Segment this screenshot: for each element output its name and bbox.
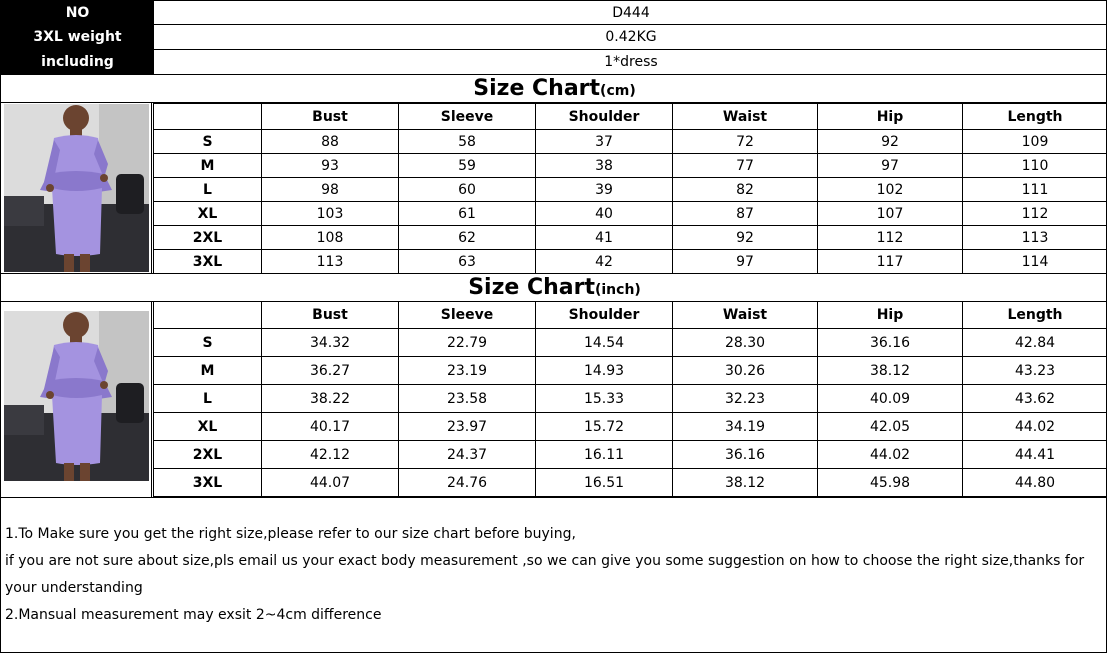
measurement-cell: 36.27 <box>262 357 399 385</box>
measurement-cell: 14.54 <box>536 329 673 357</box>
note-line: your understanding <box>5 580 143 596</box>
measurement-cell: 44.41 <box>963 441 1107 469</box>
measurement-cell: 24.37 <box>399 441 536 469</box>
measurement-cell: 110 <box>963 154 1107 178</box>
header-cell-waist: Waist <box>673 104 818 130</box>
size-table-cm <box>153 103 1107 274</box>
measurement-cell: 42.84 <box>963 329 1107 357</box>
measurement-cell: 43.62 <box>963 385 1107 413</box>
measurement-cell: 112 <box>818 226 963 250</box>
measurement-cell: 44.80 <box>963 469 1107 497</box>
measurement-cell: 44.02 <box>818 441 963 469</box>
measurement-cell: 16.51 <box>536 469 673 497</box>
measurement-cell: 82 <box>673 178 818 202</box>
inch-title-text: Size Chart <box>468 275 595 300</box>
size-label-cell: XL <box>154 202 262 226</box>
size-label-cell: 3XL <box>154 250 262 274</box>
measurement-cell: 111 <box>963 178 1107 202</box>
size-notes <box>5 521 1105 629</box>
measurement-cell: 59 <box>399 154 536 178</box>
measurement-cell: 62 <box>399 226 536 250</box>
measurement-cell: 34.32 <box>262 329 399 357</box>
measurement-cell: 109 <box>963 130 1107 154</box>
measurement-cell: 93 <box>262 154 399 178</box>
header-cell-shoulder: Shoulder <box>536 104 673 130</box>
table-row <box>154 357 1107 385</box>
measurement-cell: 103 <box>262 202 399 226</box>
measurement-cell: 38.22 <box>262 385 399 413</box>
measurement-cell: 108 <box>262 226 399 250</box>
measurement-cell: 24.76 <box>399 469 536 497</box>
measurement-cell: 97 <box>673 250 818 274</box>
measurement-cell: 63 <box>399 250 536 274</box>
note-line: 1.To Make sure you get the right size,please refer to our size chart before buying, <box>5 526 576 542</box>
size-label-cell: L <box>154 385 262 413</box>
measurement-cell: 28.30 <box>673 329 818 357</box>
measurement-cell: 113 <box>262 250 399 274</box>
measurement-cell: 23.58 <box>399 385 536 413</box>
header-cell-length: Length <box>963 302 1107 329</box>
table-header-row <box>154 302 1107 329</box>
product-info-header <box>1 1 1107 74</box>
measurement-cell: 45.98 <box>818 469 963 497</box>
measurement-cell: 58 <box>399 130 536 154</box>
label-including: including <box>41 54 114 70</box>
measurement-cell: 88 <box>262 130 399 154</box>
measurement-cell: 36.16 <box>673 441 818 469</box>
product-photo-cm <box>4 104 149 272</box>
measurement-cell: 23.19 <box>399 357 536 385</box>
measurement-cell: 97 <box>818 154 963 178</box>
table-row <box>154 250 1107 274</box>
inch-chart-title <box>1 274 1107 301</box>
header-cell-size <box>154 302 262 329</box>
measurement-cell: 30.26 <box>673 357 818 385</box>
measurement-cell: 42.05 <box>818 413 963 441</box>
divider <box>151 102 152 274</box>
divider <box>151 301 152 497</box>
inch-title-unit: (inch) <box>594 282 641 298</box>
measurement-cell: 22.79 <box>399 329 536 357</box>
measurement-cell: 32.23 <box>673 385 818 413</box>
measurement-cell: 42 <box>536 250 673 274</box>
table-row <box>154 469 1107 497</box>
table-row <box>154 226 1107 250</box>
size-label-cell: M <box>154 154 262 178</box>
cm-title-unit: (cm) <box>600 83 636 99</box>
header-cell-bust: Bust <box>262 302 399 329</box>
measurement-cell: 112 <box>963 202 1107 226</box>
measurement-cell: 44.02 <box>963 413 1107 441</box>
label-no: NO <box>65 5 90 21</box>
measurement-cell: 40.17 <box>262 413 399 441</box>
measurement-cell: 92 <box>818 130 963 154</box>
header-cell-shoulder: Shoulder <box>536 302 673 329</box>
header-cell-hip: Hip <box>818 302 963 329</box>
measurement-cell: 102 <box>818 178 963 202</box>
header-cell-sleeve: Sleeve <box>399 104 536 130</box>
cm-chart-title <box>1 75 1107 102</box>
size-label-cell: 2XL <box>154 441 262 469</box>
size-label-cell: S <box>154 130 262 154</box>
size-table-inch <box>153 301 1107 497</box>
size-label-cell: L <box>154 178 262 202</box>
label-3xl-weight: 3XL weight <box>33 29 122 45</box>
product-info-values <box>154 1 1107 74</box>
note-line: if you are not sure about size,pls email us your exact body measurement ,so we can give you some suggestion on how to choose the right size,thanks for <box>5 553 1085 569</box>
measurement-cell: 42.12 <box>262 441 399 469</box>
measurement-cell: 36.16 <box>818 329 963 357</box>
table-row <box>154 413 1107 441</box>
measurement-cell: 38 <box>536 154 673 178</box>
header-cell-bust: Bust <box>262 104 399 130</box>
table-row <box>154 329 1107 357</box>
measurement-cell: 72 <box>673 130 818 154</box>
measurement-cell: 43.23 <box>963 357 1107 385</box>
measurement-cell: 15.72 <box>536 413 673 441</box>
header-cell-hip: Hip <box>818 104 963 130</box>
size-label-cell: XL <box>154 413 262 441</box>
measurement-cell: 61 <box>399 202 536 226</box>
measurement-cell: 37 <box>536 130 673 154</box>
table-row <box>154 441 1107 469</box>
measurement-cell: 41 <box>536 226 673 250</box>
cm-title-text: Size Chart <box>473 76 601 101</box>
value-weight: 0.42KG <box>605 29 657 45</box>
table-row <box>154 154 1107 178</box>
size-label-cell: 2XL <box>154 226 262 250</box>
header-cell-sleeve: Sleeve <box>399 302 536 329</box>
header-cell-length: Length <box>963 104 1107 130</box>
measurement-cell: 77 <box>673 154 818 178</box>
table-row <box>154 202 1107 226</box>
measurement-cell: 23.97 <box>399 413 536 441</box>
divider <box>1 497 1107 498</box>
size-label-cell: 3XL <box>154 469 262 497</box>
size-label-cell: M <box>154 357 262 385</box>
measurement-cell: 107 <box>818 202 963 226</box>
product-photo-inch <box>4 311 149 481</box>
value-including: 1*dress <box>604 54 658 70</box>
table-row <box>154 385 1107 413</box>
measurement-cell: 92 <box>673 226 818 250</box>
measurement-cell: 117 <box>818 250 963 274</box>
header-cell-size <box>154 104 262 130</box>
measurement-cell: 40.09 <box>818 385 963 413</box>
table-row <box>154 178 1107 202</box>
product-info-labels <box>1 1 154 74</box>
size-label-cell: S <box>154 329 262 357</box>
table-row <box>154 130 1107 154</box>
note-line: 2.Mansual measurement may exsit 2~4cm difference <box>5 607 382 623</box>
measurement-cell: 14.93 <box>536 357 673 385</box>
header-cell-waist: Waist <box>673 302 818 329</box>
measurement-cell: 39 <box>536 178 673 202</box>
table-header-row <box>154 104 1107 130</box>
measurement-cell: 113 <box>963 226 1107 250</box>
measurement-cell: 60 <box>399 178 536 202</box>
measurement-cell: 98 <box>262 178 399 202</box>
measurement-cell: 87 <box>673 202 818 226</box>
measurement-cell: 44.07 <box>262 469 399 497</box>
measurement-cell: 38.12 <box>818 357 963 385</box>
measurement-cell: 34.19 <box>673 413 818 441</box>
measurement-cell: 114 <box>963 250 1107 274</box>
measurement-cell: 15.33 <box>536 385 673 413</box>
value-model-number: D444 <box>612 5 650 21</box>
measurement-cell: 38.12 <box>673 469 818 497</box>
measurement-cell: 16.11 <box>536 441 673 469</box>
measurement-cell: 40 <box>536 202 673 226</box>
